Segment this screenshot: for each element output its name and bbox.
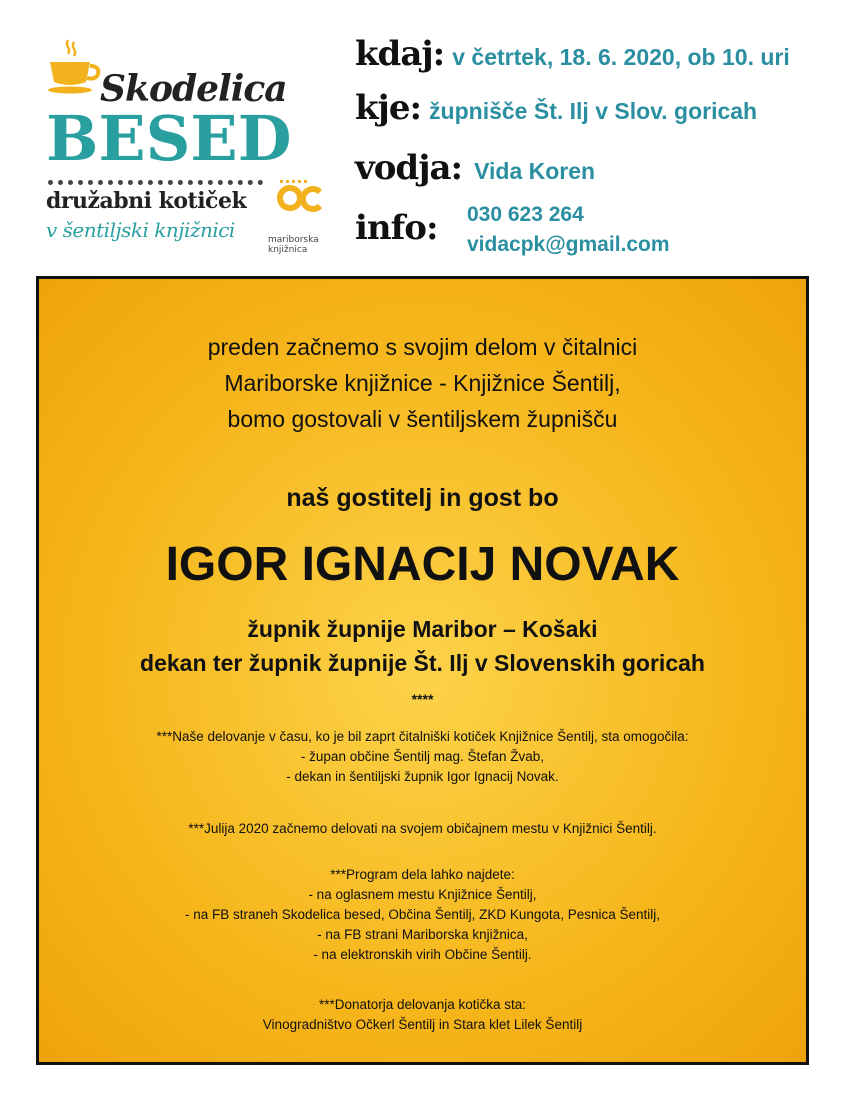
note-july: ***Julija 2020 začnemo delovati na svojem običajnem mestu v Knjižnici Šentilj. [188,821,657,836]
host-line: naš gostitelj in gost bo [286,484,559,512]
when-label: kdaj: [355,34,445,74]
info-label: info: [355,208,438,248]
announcement-panel [36,276,809,1065]
where-value: župnišče Št. Ilj v Slov. goricah [429,98,758,124]
mariborska-knjiznica-text: mariborska knjižnica [268,235,319,255]
leader-value: Vida Koren [474,158,596,184]
logo-besed: BESED [46,102,292,175]
note-supporters: ***Naše delovanje v času, ko je bil zaprt čitalniški kotiček Knjižnice Šentilj, sta omogočila: - župan občine Šentilj mag. Štefan Žvab, - dekan in šentiljski župnik Igor Ignacij Novak. [156,729,689,784]
phone-number: 030 623 264 [467,203,584,226]
host-name: IGOR IGNACIJ NOVAK [165,538,680,591]
intro-text: preden začnemo s svojim delom v čitalnici Mariborske knjižnice - Knjižnice Šentilj, bomo gostovali v šentiljskem župnišču [207,334,638,432]
dotted-divider [48,180,263,185]
when-value: v četrtek, 18. 6. 2020, ob 10. uri [452,44,790,70]
email-address: vidacpk@gmail.com [467,233,670,256]
contact-values [467,200,670,260]
logo-skodelica: Skodelica [100,68,287,110]
leader-label: vodja: [355,148,463,188]
note-donors: ***Donatorja delovanja kotička sta: Vinogradništvo Očkerl Šentilj in Stara klet Lilek Šentilj [262,997,583,1032]
logo-tagline: družabni kotiček [46,188,247,214]
mariborska-knjiznica-logo-icon [276,178,324,232]
logo-subtagline: v šentiljski knjižnici [46,218,235,242]
coffee-cup-icon [46,38,102,98]
note-program: ***Program dela lahko najdete: - na oglasnem mestu Knjižnice Šentilj, - na FB straneh Skodelica besed, Občina Šentilj, ZKD Kungota, Pesnica Šentilj, - na FB strani Mariborska knjižnica, - na elektronskih virih Občine Šentilj. [184,867,660,962]
skodelica-besed-logo [40,30,330,270]
where-row [355,88,757,128]
stars-divider: **** [411,691,434,707]
leader-row [355,148,595,188]
where-label: kje: [355,88,422,128]
host-titles: župnik župnije Maribor – Košaki dekan ter župnik župnije Št. Ilj v Slovenskih goricah [140,616,705,676]
when-row [355,34,790,74]
